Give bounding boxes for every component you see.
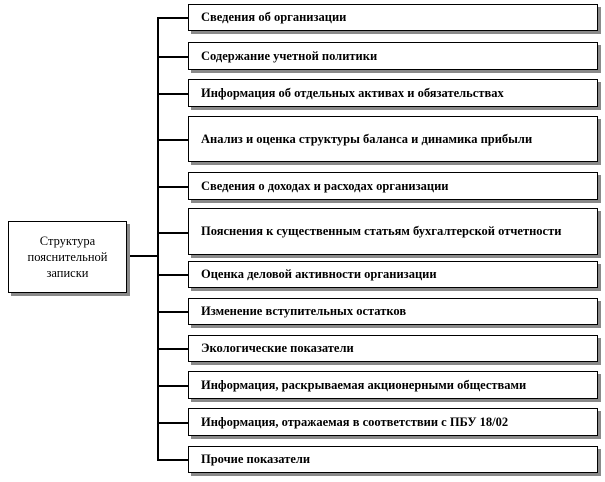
trunk-line [157, 17, 159, 459]
branch-line [157, 232, 188, 234]
item-label: Прочие показатели [201, 452, 311, 466]
item-label: Оценка деловой активности организации [201, 267, 437, 281]
branch-line [157, 274, 188, 276]
item-node-assets-liabilities [188, 79, 598, 107]
item-node-joint-stock-disclosure [188, 371, 598, 399]
item-label: Экологические показатели [201, 341, 354, 355]
item-node-pbu-18-02 [188, 408, 598, 436]
item-label: Информация, отражаемая в соответствии с ПБУ 18/02 [201, 414, 509, 429]
root-node [8, 221, 127, 293]
item-node-environmental [188, 335, 598, 362]
item-node-business-activity [188, 261, 598, 288]
item-label: Анализ и оценка структуры баланса и динамика прибыли [201, 131, 533, 146]
branch-line [157, 459, 188, 461]
item-node-balance-analysis [188, 116, 598, 162]
item-label: Сведения об организации [201, 10, 347, 24]
item-node-statement-explanations [188, 208, 598, 255]
branch-line [157, 93, 188, 95]
item-label: Пояснения к существенным статьям бухгалтерской отчетности [201, 224, 562, 238]
item-label: Изменение вступительных остатков [201, 304, 407, 318]
branch-line [157, 56, 188, 58]
branch-line [157, 186, 188, 188]
item-label: Информация об отдельных активах и обязательствах [201, 85, 504, 100]
item-label: Информация, раскрываемая акционерными обществами [201, 377, 527, 392]
item-label: Содержание учетной политики [201, 48, 378, 63]
branch-line [157, 17, 188, 19]
branch-line [157, 311, 188, 313]
item-label: Сведения о доходах и расходах организации [201, 178, 449, 193]
item-node-income-expenses [188, 172, 598, 200]
branch-line [157, 348, 188, 350]
item-node-organization-info [188, 4, 598, 31]
item-node-accounting-policy [188, 42, 598, 70]
branch-line [157, 385, 188, 387]
root-node-label: Структура пояснительной записки [27, 234, 108, 280]
branch-line [157, 139, 188, 141]
branch-line [157, 422, 188, 424]
item-node-other-indicators [188, 446, 598, 473]
item-node-opening-balances [188, 298, 598, 325]
root-connector-line [130, 255, 158, 257]
